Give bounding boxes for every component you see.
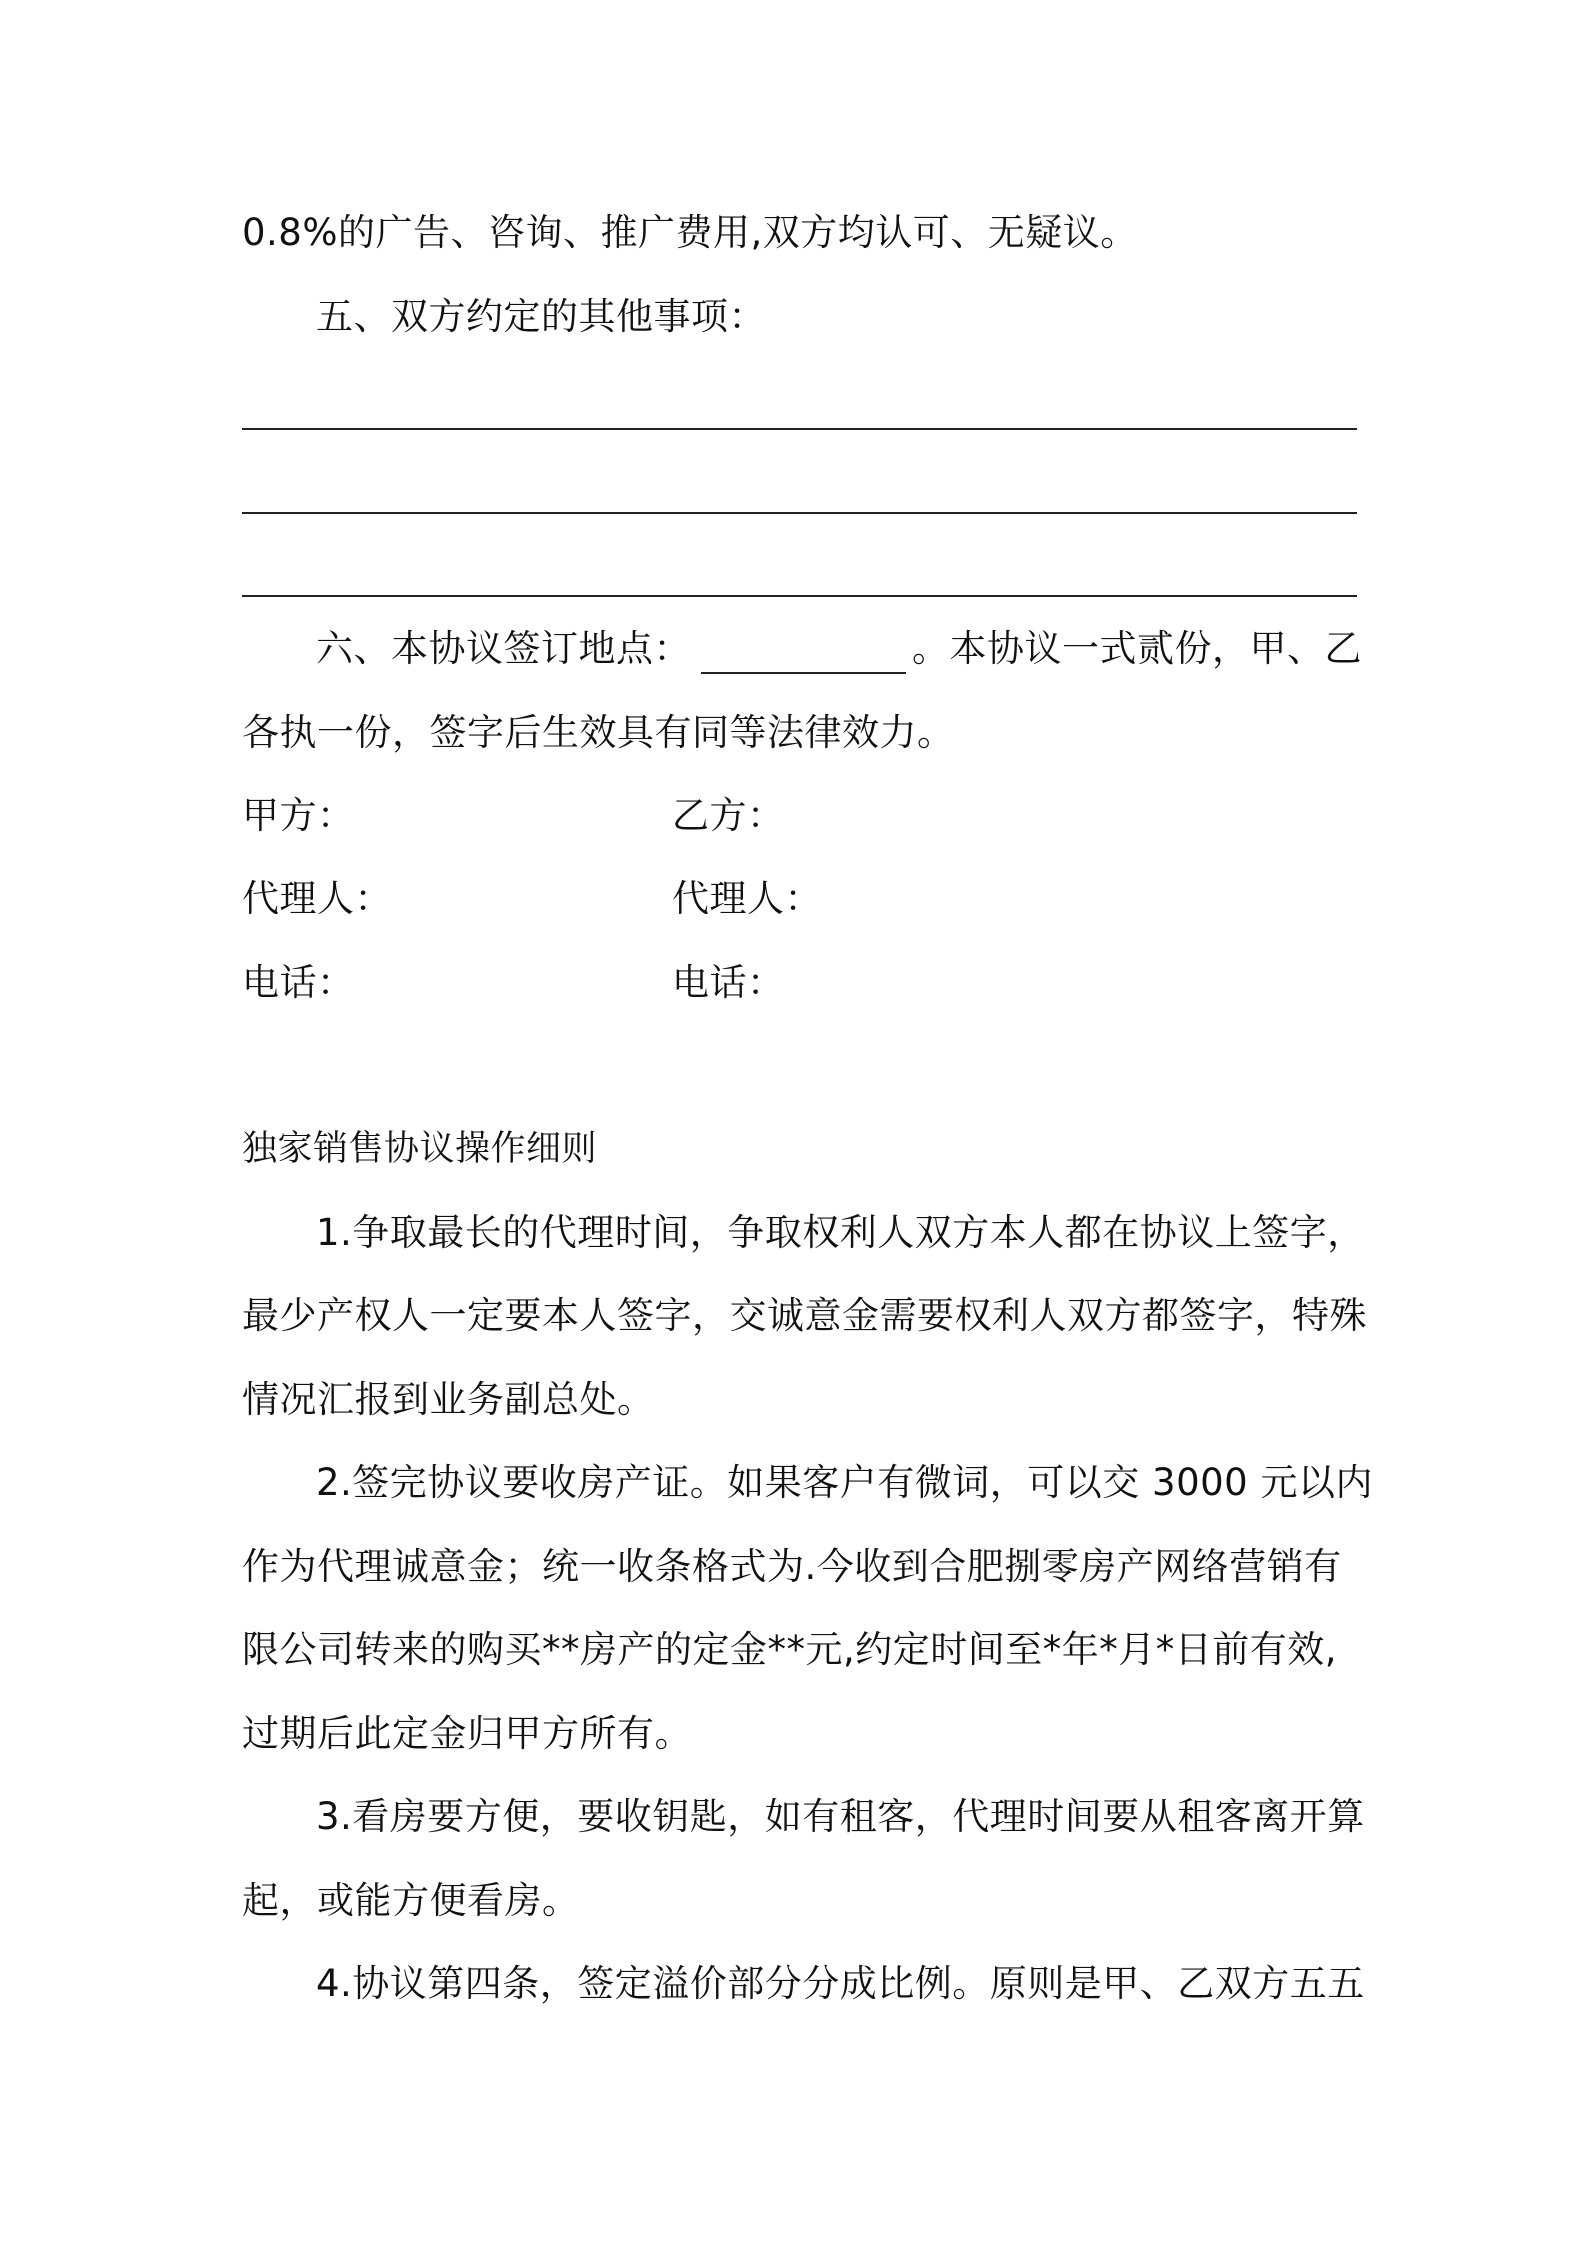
section-6-text-before: 六、本协议签订地点：: [316, 627, 691, 670]
rules-title: 独家销售协议操作细则: [242, 1129, 598, 1169]
rule-1-line-2: 最少产权人一定要本人签字，交诚意金需要权利人双方都签字，特殊: [242, 1294, 1367, 1337]
blank-fill-line-2: [242, 512, 1357, 514]
blank-fill-line-1: [242, 428, 1357, 430]
signing-place-blank: [701, 636, 906, 674]
fee-clause-text: 0.8%的广告、咨询、推广费用,双方均认可、无疑议。: [242, 211, 1138, 254]
section-6-text-after: 。本协议一式贰份，甲、乙: [912, 627, 1362, 670]
blank-fill-line-3: [242, 595, 1357, 597]
phone-b-label: 电话：: [672, 961, 785, 1004]
phone-a-label: 电话：: [242, 961, 355, 1004]
rule-2-line-1: 2.签完协议要收房产证。如果客户有微词，可以交 3000 元以内: [316, 1461, 1373, 1504]
rule-3-line-2: 起，或能方便看房。: [242, 1879, 580, 1922]
rule-3-line-1: 3.看房要方便，要收钥匙，如有租客，代理时间要从租客离开算: [316, 1795, 1365, 1838]
section-6-line-2: 各执一份，签字后生效具有同等法律效力。: [242, 711, 955, 754]
section-5-heading: 五、双方约定的其他事项：: [316, 295, 766, 338]
party-b-label: 乙方：: [672, 794, 785, 837]
agent-a-label: 代理人：: [242, 877, 392, 920]
rule-2-line-3: 限公司转来的购买**房产的定金**元,约定时间至*年*月*日前有效,: [242, 1628, 1338, 1671]
rule-2-line-4: 过期后此定金归甲方所有。: [242, 1712, 692, 1755]
rule-4-line-1: 4.协议第四条，签定溢价部分分成比例。原则是甲、乙双方五五: [316, 1962, 1365, 2005]
rule-1-line-1: 1.争取最长的代理时间，争取权利人双方本人都在协议上签字，: [316, 1211, 1365, 1254]
section-6-line-1: [316, 624, 1362, 674]
agent-b-label: 代理人：: [672, 877, 822, 920]
rule-1-line-3: 情况汇报到业务副总处。: [242, 1378, 655, 1421]
rule-2-line-2: 作为代理诚意金；统一收条格式为.今收到合肥捌零房产网络营销有: [242, 1545, 1342, 1588]
party-a-label: 甲方：: [242, 794, 355, 837]
